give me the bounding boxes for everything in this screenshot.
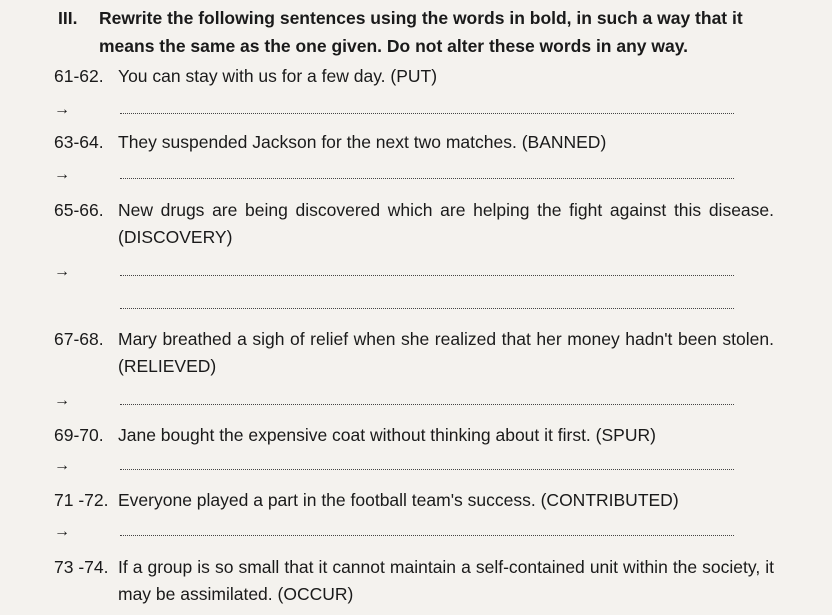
question-61-62 xyxy=(54,63,774,90)
answer-line-69-70[interactable] xyxy=(54,456,734,476)
arrow-icon: → xyxy=(54,523,70,540)
question-text: Everyone played a part in the football team's success. (CONTRIBUTED) xyxy=(118,490,679,510)
question-number: 65-66. xyxy=(54,200,104,220)
arrow-icon: → xyxy=(54,392,70,409)
answer-line-67-68[interactable] xyxy=(54,391,734,411)
dotted-answer-line xyxy=(120,469,734,470)
answer-line-65-66-second[interactable] xyxy=(120,308,734,309)
instruction-text: Rewrite the following sentences using the words in bold, in such a way that it means the same as the one given. Do not alter these words in any way. xyxy=(99,8,743,56)
question-number: 63-64. xyxy=(54,132,104,152)
question-text: New drugs are being discovered which are helping the fight against this disease. (DISCOVERY) xyxy=(118,200,774,247)
question-number: 71 -72. xyxy=(54,490,109,510)
question-67-68 xyxy=(54,326,774,380)
answer-line-63-64[interactable] xyxy=(54,165,734,185)
question-71-72 xyxy=(54,487,774,514)
question-text: Mary breathed a sigh of relief when she realized that her money hadn't been stolen. (RELIEVED) xyxy=(118,329,774,376)
answer-line-65-66[interactable] xyxy=(54,262,734,282)
dotted-answer-line xyxy=(120,178,734,179)
arrow-icon: → xyxy=(54,457,70,474)
section-number: III. xyxy=(58,8,78,28)
question-text: They suspended Jackson for the next two matches. (BANNED) xyxy=(118,132,607,152)
question-number: 61-62. xyxy=(54,66,104,86)
question-text: You can stay with us for a few day. (PUT) xyxy=(118,66,438,86)
question-number: 69-70. xyxy=(54,425,104,445)
dotted-answer-line xyxy=(120,275,734,276)
arrow-icon: → xyxy=(54,263,70,280)
question-text: If a group is so small that it cannot maintain a self-contained unit within the society, it may be assimilated. (OCCUR) xyxy=(118,557,774,604)
answer-line-61-62[interactable] xyxy=(54,100,734,120)
arrow-icon: → xyxy=(54,101,70,118)
question-text: Jane bought the expensive coat without thinking about it first. (SPUR) xyxy=(118,425,656,445)
question-69-70 xyxy=(54,422,774,449)
dotted-answer-line xyxy=(120,404,734,405)
question-number: 67-68. xyxy=(54,329,104,349)
arrow-icon: → xyxy=(54,166,70,183)
dotted-answer-line xyxy=(120,113,734,114)
question-63-64 xyxy=(54,129,774,156)
answer-line-71-72[interactable] xyxy=(54,522,734,542)
dotted-answer-line xyxy=(120,535,734,536)
question-65-66 xyxy=(54,197,774,251)
question-73-74 xyxy=(54,554,774,608)
section-instruction xyxy=(58,4,778,60)
question-number: 73 -74. xyxy=(54,557,109,577)
